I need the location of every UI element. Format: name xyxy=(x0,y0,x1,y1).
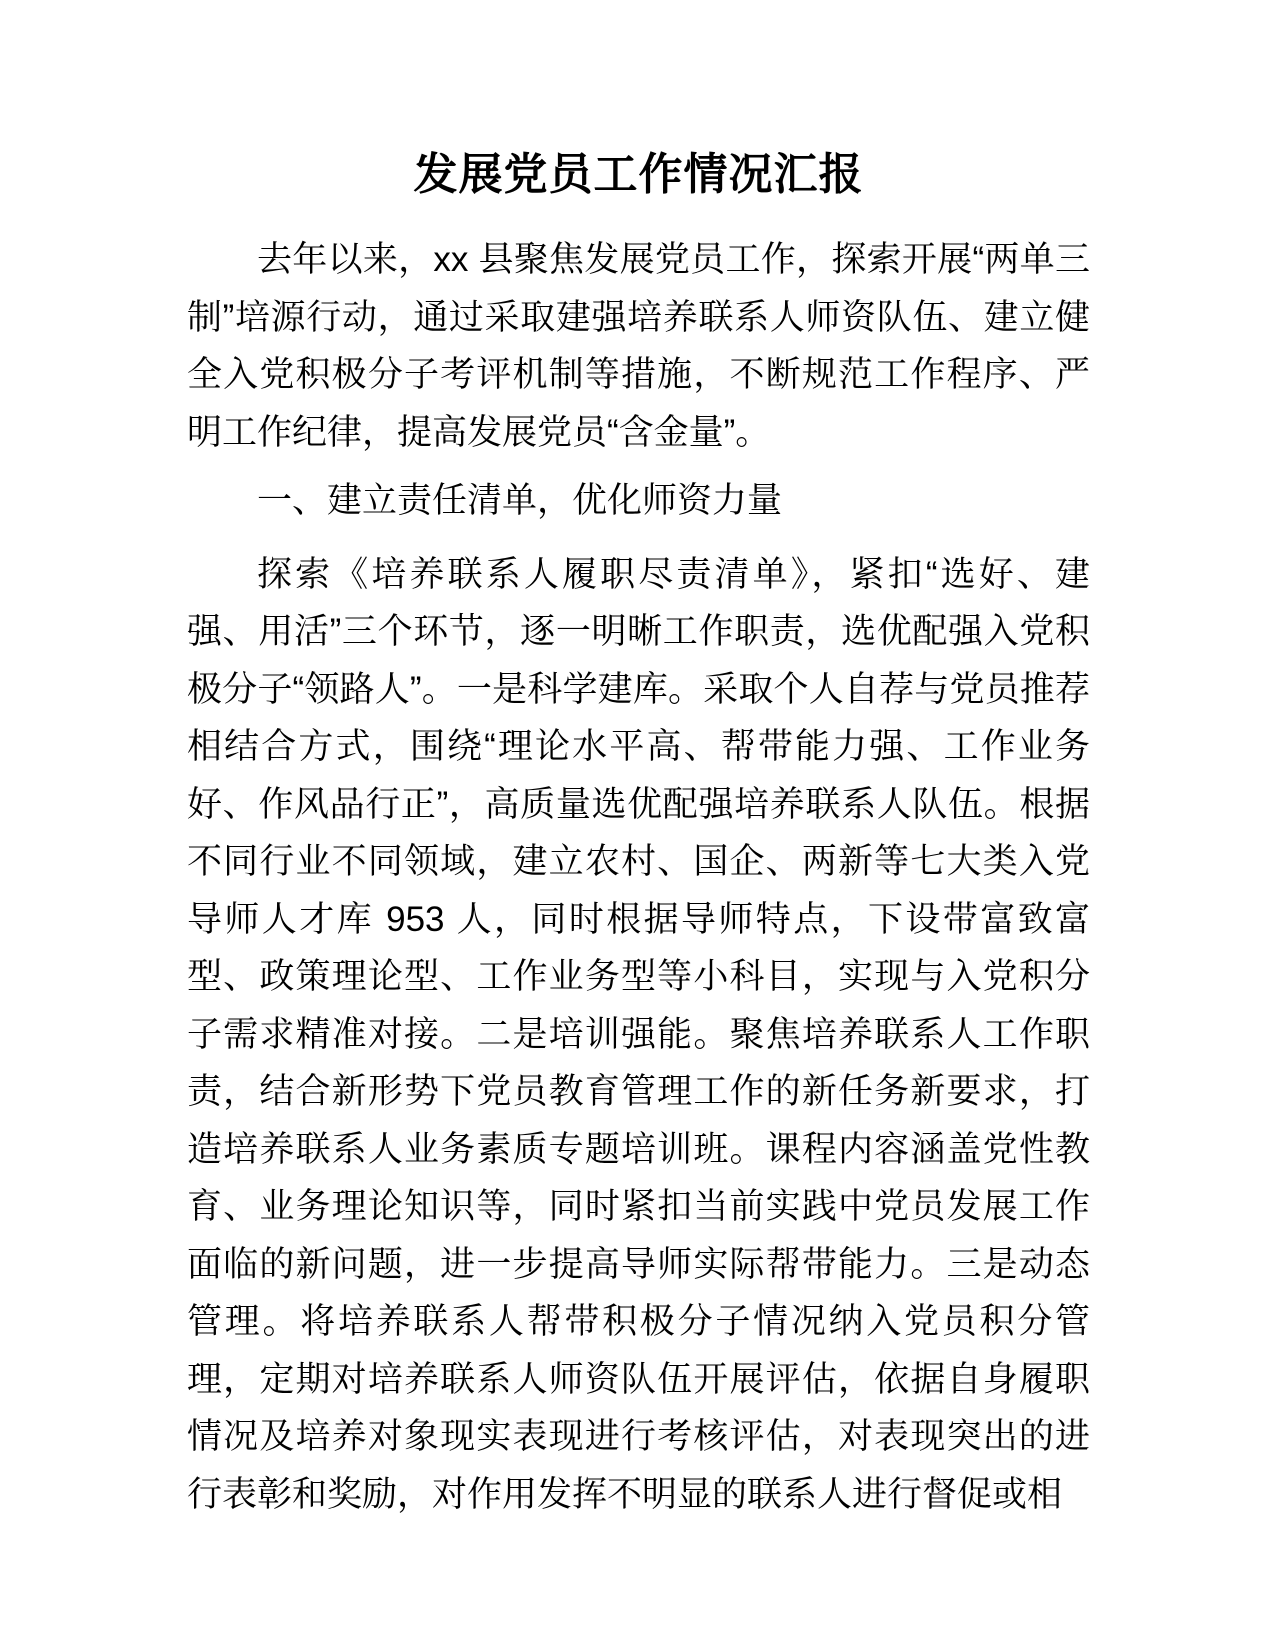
paragraph-section-1-body: 探索《培养联系人履职尽责清单》，紧扣“选好、建强、用活”三个环节，逐一明晰工作职责，选优配强入党积极分子“领路人”。一是科学建库。采取个人自荐与党员推荐相结合方式，围绕“理论水平高、帮带能力强、工作业务好、作风品行正”，高质量选优配强培养联系人队伍。根据不同行业不同领域，建立农村、国企、两新等七大类入党导师人才库 953 人，同时根据导师特点，下设带富致富型、政策理论型、工作业务型等小科目，实现与入党积分子需求精准对接。二是培训强能。聚焦培养联系人工作职责，结合新形势下党员教育管理工作的新任务新要求，打造培养联系人业务素质专题培训班。课程内容涵盖党性教育、业务理论知识等，同时紧扣当前实践中党员发展工作面临的新问题，进一步提高导师实际帮带能力。三是动态管理。将培养联系人帮带积极分子情况纳入党员积分管理，定期对培养联系人师资队伍开展评估，依据自身履职情况及培养对象现实表现进行考核评估，对表现突出的进行表彰和奖励，对作用发挥不明显的联系人进行督促或相 xyxy=(187,554,1090,1514)
section-heading-1: 一、建立责任清单，优化师资力量 xyxy=(257,481,783,520)
document-title: 发展党员工作情况汇报 xyxy=(413,150,864,199)
paragraph-intro: 去年以来，xx 县聚焦发展党员工作，探索开展“两单三制”培源行动，通过采取建强培养联系人师资队伍、建立健全入党积极分子考评机制等措施，不断规范工作程序、严明工作纪律，提高发展党员“含金量”。 xyxy=(187,240,1090,452)
